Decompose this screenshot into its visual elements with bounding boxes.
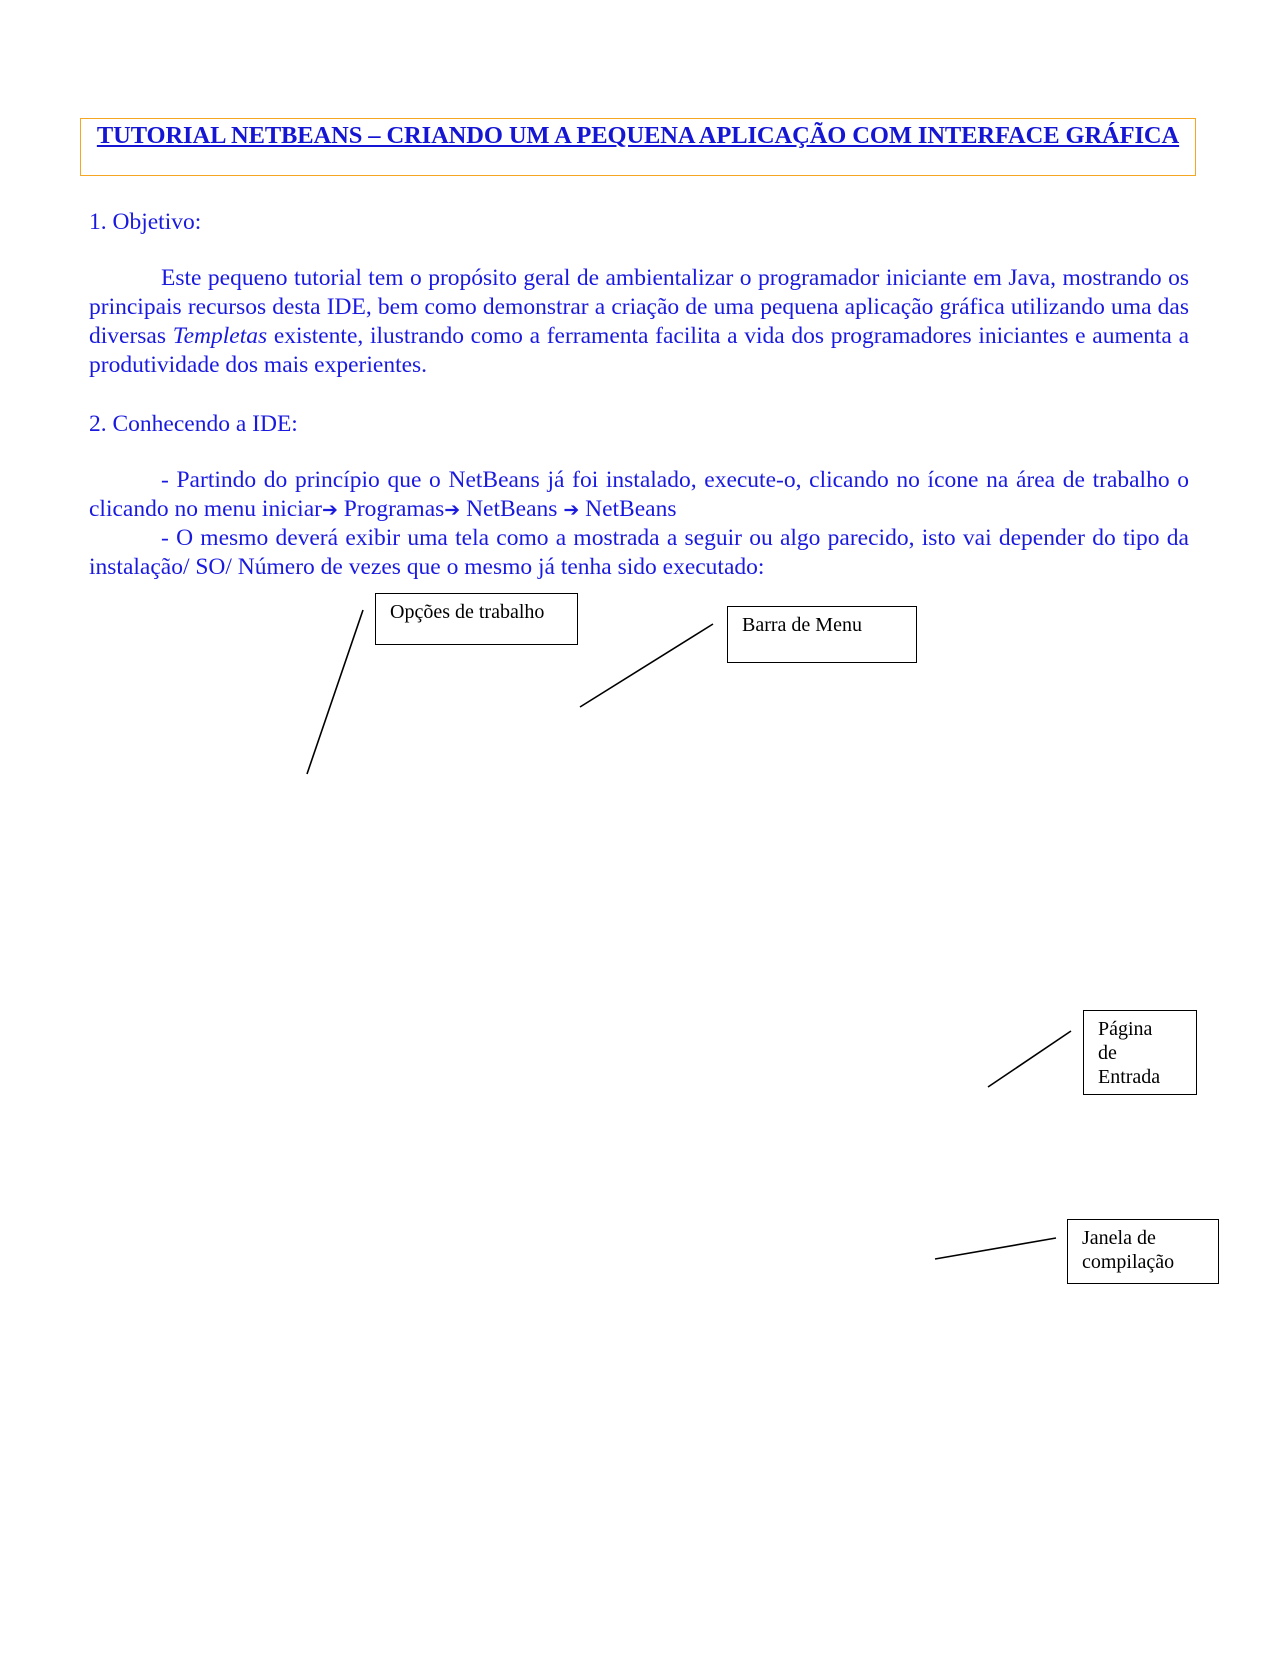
leader-line-janela-compilacao (935, 1238, 1056, 1259)
objetivo-text-part1: Este pequeno tutorial tem o propósito geral de ambientalizar o programador iniciante em Java, mostrando os principais recursos desta IDE, bem como demonstrar a criação de uma pequena aplicação gráfica utilizando uma das diversas (89, 265, 1189, 349)
path-netbeans-app: NetBeans (585, 496, 677, 522)
leader-line-barra-menu (580, 624, 713, 707)
callout-opcoes-de-trabalho: Opções de trabalho (375, 593, 578, 645)
path-netbeans-folder: NetBeans (466, 496, 558, 522)
path-programas: Programas (343, 496, 445, 522)
ide-step1-text: - Partindo do princípio que o NetBeans já foi instalado, execute-o, clicando no ícone na área de trabalho o clicando no menu iniciar (89, 467, 1189, 522)
leader-line-pagina-entrada (988, 1031, 1071, 1087)
callout-pagina-line2: de (1098, 1042, 1117, 1064)
leader-line-opcoes (307, 610, 363, 774)
templetas-emphasis: Templetas (172, 323, 268, 349)
arrow-right-icon: ➔ (563, 499, 580, 521)
callout-barra-de-menu: Barra de Menu (727, 606, 917, 663)
ide-step2-text: - O mesmo deverá exibir uma tela como a mostrada a seguir ou algo parecido, isto vai depender do tipo da instalação/ SO/ Número de vezes que o mesmo já tenha sido executado: (89, 525, 1189, 580)
callout-pagina-line3: Entrada (1098, 1066, 1161, 1088)
callout-janela-de-compilacao (1067, 1219, 1219, 1284)
section-heading-ide: 2. Conhecendo a IDE: (89, 411, 298, 437)
callout-janela-line1: Janela de (1082, 1227, 1156, 1249)
objetivo-text-part2: existente, ilustrando como a ferramenta facilita a vida dos programadores iniciantes e aumenta a produtividade dos mais experientes. (89, 323, 1189, 378)
arrow-right-icon: ➔ (321, 499, 338, 521)
callout-pagina-line1: Página (1098, 1018, 1153, 1040)
section-heading-objetivo: 1. Objetivo: (89, 209, 202, 235)
document-title: TUTORIAL NETBEANS – CRIANDO UM A PEQUENA APLICAÇÃO COM INTERFACE GRÁFICA (96, 122, 1180, 149)
callout-pagina-de-entrada (1083, 1010, 1197, 1095)
arrow-right-icon: ➔ (444, 499, 461, 521)
callout-janela-line2: compilação (1082, 1251, 1175, 1273)
